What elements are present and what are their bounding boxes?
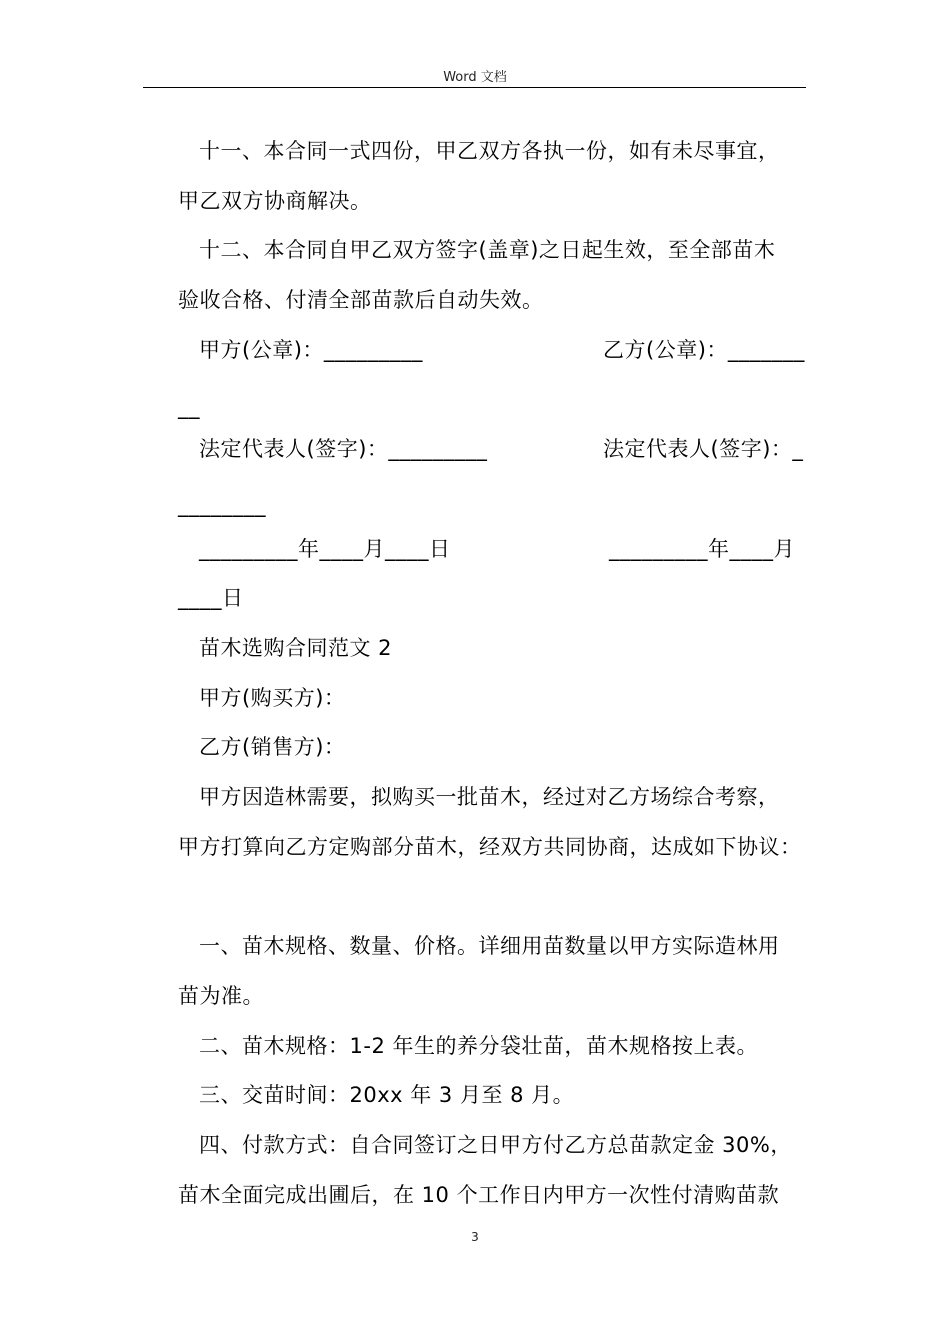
party-a-representative: 法定代表人(签字)：_________ xyxy=(199,437,488,461)
item-1-line-1: 一、苗木规格、数量、价格。详细用苗数量以甲方实际造林用 xyxy=(199,934,780,958)
party-a-date: _________年____月____日 xyxy=(199,537,451,561)
clause-11-line-1: 十一、本合同一式四份，甲乙双方各执一份，如有未尽事宜， xyxy=(199,139,780,163)
page-number: 3 xyxy=(471,1230,479,1244)
party-b-date: _________年____月 xyxy=(609,537,795,561)
party-b-seal: 乙方(公章)：_______ xyxy=(603,338,805,362)
party-b-date-continued: ____日 xyxy=(178,586,244,610)
item-4-line-2: 苗木全面完成出圃后，在 10 个工作日内甲方一次性付清购苗款 xyxy=(178,1183,780,1207)
clause-11-line-2: 甲乙双方协商解决。 xyxy=(178,189,372,213)
header-divider xyxy=(143,87,806,88)
party-a-seal: 甲方(公章)：_________ xyxy=(199,338,423,362)
clause-12-line-2: 验收合格、付清全部苗款后自动失效。 xyxy=(178,288,544,312)
party-b-representative: 法定代表人(签字)：_ xyxy=(603,437,804,461)
party-b-seal-continued: __ xyxy=(178,395,200,419)
intro-line-1: 甲方因造林需要，拟购买一批苗木，经过对乙方场综合考察， xyxy=(199,785,780,809)
page-header-title: Word 文档 xyxy=(443,70,507,85)
party-b-representative-continued: ________ xyxy=(178,493,266,517)
party-a-label: 甲方(购买方)： xyxy=(199,686,346,710)
clause-12-line-1: 十二、本合同自甲乙双方签字(盖章)之日起生效，至全部苗木 xyxy=(199,238,776,262)
item-3: 三、交苗时间：20xx 年 3 月至 8 月。 xyxy=(199,1083,575,1107)
intro-line-2: 甲方打算向乙方定购部分苗木，经双方共同协商，达成如下协议： xyxy=(178,835,802,859)
item-4-line-1: 四、付款方式：自合同签订之日甲方付乙方总苗款定金 30%， xyxy=(199,1133,792,1157)
party-b-label: 乙方(销售方)： xyxy=(199,735,346,759)
item-1-line-2: 苗为准。 xyxy=(178,984,264,1008)
section-title: 苗木选购合同范文 2 xyxy=(199,636,393,660)
item-2: 二、苗木规格：1-2 年生的养分袋壮苗，苗木规格按上表。 xyxy=(199,1034,758,1058)
